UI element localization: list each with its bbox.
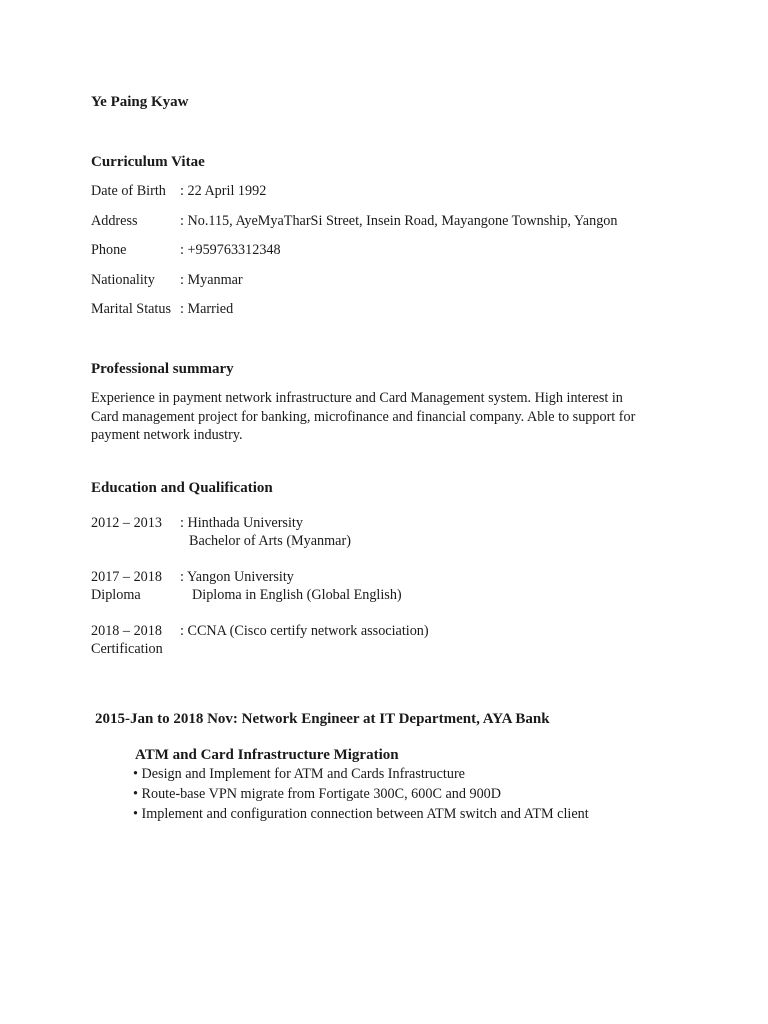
education-years: 2012 – 2013 xyxy=(91,515,162,531)
dob-value: : 22 April 1992 xyxy=(180,183,267,199)
education-heading: Education and Qualification xyxy=(91,480,273,496)
experience-bullet: • Route-base VPN migrate from Fortigate 300C, 600C and 900D xyxy=(133,786,502,802)
education-institution: : Yangon University xyxy=(180,569,294,585)
education-institution: : Hinthada University xyxy=(180,515,303,531)
marital-status-value: : Married xyxy=(180,301,234,317)
phone-value: : +959763312348 xyxy=(180,242,281,258)
project-title: ATM and Card Infrastructure Migration xyxy=(135,747,399,763)
address-label: Address xyxy=(91,213,138,229)
experience-bullet: • Implement and configuration connection between ATM switch and ATM client xyxy=(133,806,589,822)
dob-label: Date of Birth xyxy=(91,183,166,199)
summary-line: Experience in payment network infrastructure and Card Management system. High interest in xyxy=(91,390,623,406)
candidate-name: Ye Paing Kyaw xyxy=(91,94,189,110)
education-detail: Bachelor of Arts (Myanmar) xyxy=(189,533,351,549)
cv-heading: Curriculum Vitae xyxy=(91,154,205,170)
experience-bullet: • Design and Implement for ATM and Cards Infrastructure xyxy=(133,766,465,782)
summary-line: Card management project for banking, microfinance and financial company. Able to support for xyxy=(91,408,636,425)
marital-status-label: Marital Status xyxy=(91,301,171,317)
phone-label: Phone xyxy=(91,242,127,258)
summary-line: payment network industry. xyxy=(91,427,243,443)
nationality-label: Nationality xyxy=(91,272,155,288)
summary-heading: Professional summary xyxy=(91,361,234,377)
education-type: Diploma xyxy=(91,587,141,603)
education-years: 2017 – 2018 xyxy=(91,569,162,585)
address-value: : No.115, AyeMyaTharSi Street, Insein Road, Mayangone Township, Yangon xyxy=(180,213,618,229)
education-detail: Diploma in English (Global English) xyxy=(192,587,402,603)
summary-text xyxy=(91,389,691,445)
experience-heading: 2015-Jan to 2018 Nov: Network Engineer at IT Department, AYA Bank xyxy=(95,711,550,727)
education-type: Certification xyxy=(91,641,163,657)
education-years: 2018 – 2018 xyxy=(91,623,162,639)
education-institution: : CCNA (Cisco certify network association) xyxy=(180,623,429,639)
nationality-value: : Myanmar xyxy=(180,272,243,288)
